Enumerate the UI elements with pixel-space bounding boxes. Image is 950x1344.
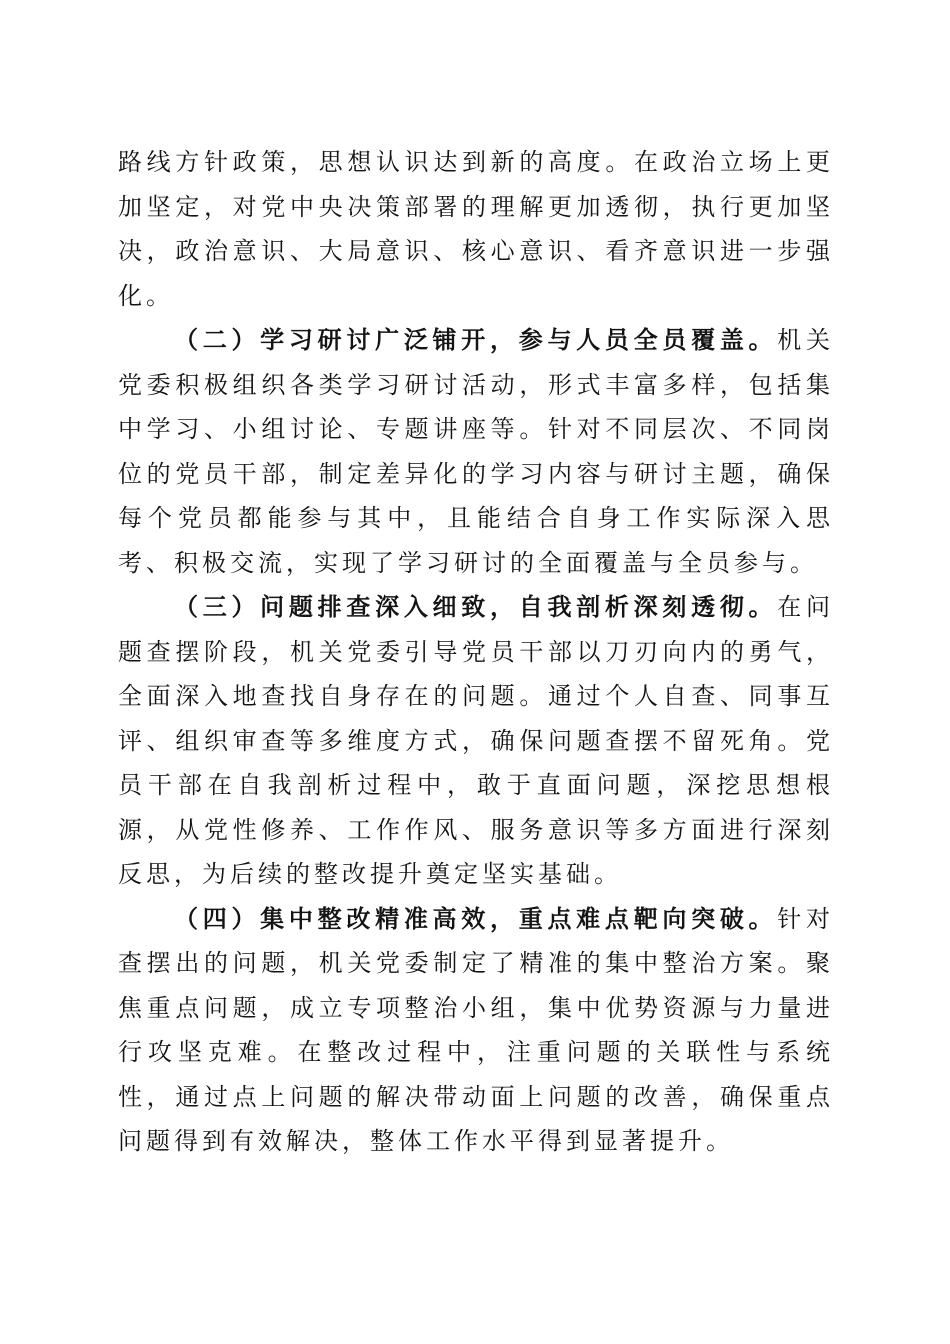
paragraph-section-2	[118, 318, 834, 585]
section-heading: （四）集中整改精准高效，重点难点靶向突破。	[174, 903, 778, 933]
paragraph-continuation	[118, 140, 834, 318]
paragraph-section-4	[118, 897, 834, 1164]
paragraph-text: 机关党委积极组织各类学习研讨活动，形式丰富多样，包括集中学习、小组讨论、专题讲座等。针对不同层次、不同岗位的党员干部，制定差异化的学习内容与研讨主题，确保每个党员都能参与其中，且能结合自身工作实际深入思考、积极交流，实现了学习研讨的全面覆盖与全员参与。	[118, 326, 835, 577]
paragraph-text: 路线方针政策，思想认识达到新的高度。在政治立场上更加坚定，对党中央决策部署的理解更加透彻，执行更加坚决，政治意识、大局意识、核心意识、看齐意识进一步强化。	[118, 148, 834, 310]
document-body	[118, 140, 834, 1164]
section-heading: （二）学习研讨广泛铺开，参与人员全员覆盖。	[174, 325, 778, 354]
paragraph-text: 针对查摆出的问题，机关党委制定了精准的集中整治方案。聚焦重点问题，成立专项整治小组，集中优势资源与力量进行攻坚克难。在整改过程中，注重问题的关联性与系统性，通过点上问题的解决带动面上问题的改善，确保重点问题得到有效解决，整体工作水平得到显著提升。	[118, 904, 835, 1155]
section-heading: （三）问题排查深入细致，自我剖析深刻透彻。	[174, 592, 778, 621]
paragraph-section-3	[118, 585, 834, 897]
paragraph-text: 在问题查摆阶段，机关党委引导党员干部以刀刃向内的勇气，全面深入地查找自身存在的问题。通过个人自查、同事互评、组织审查等多维度方式，确保问题查摆不留死角。党员干部在自我剖析过程中，敢于直面问题，深挖思想根源，从党性修养、工作作风、服务意识等多方面进行深刻反思，为后续的整改提升奠定坚实基础。	[118, 593, 835, 888]
